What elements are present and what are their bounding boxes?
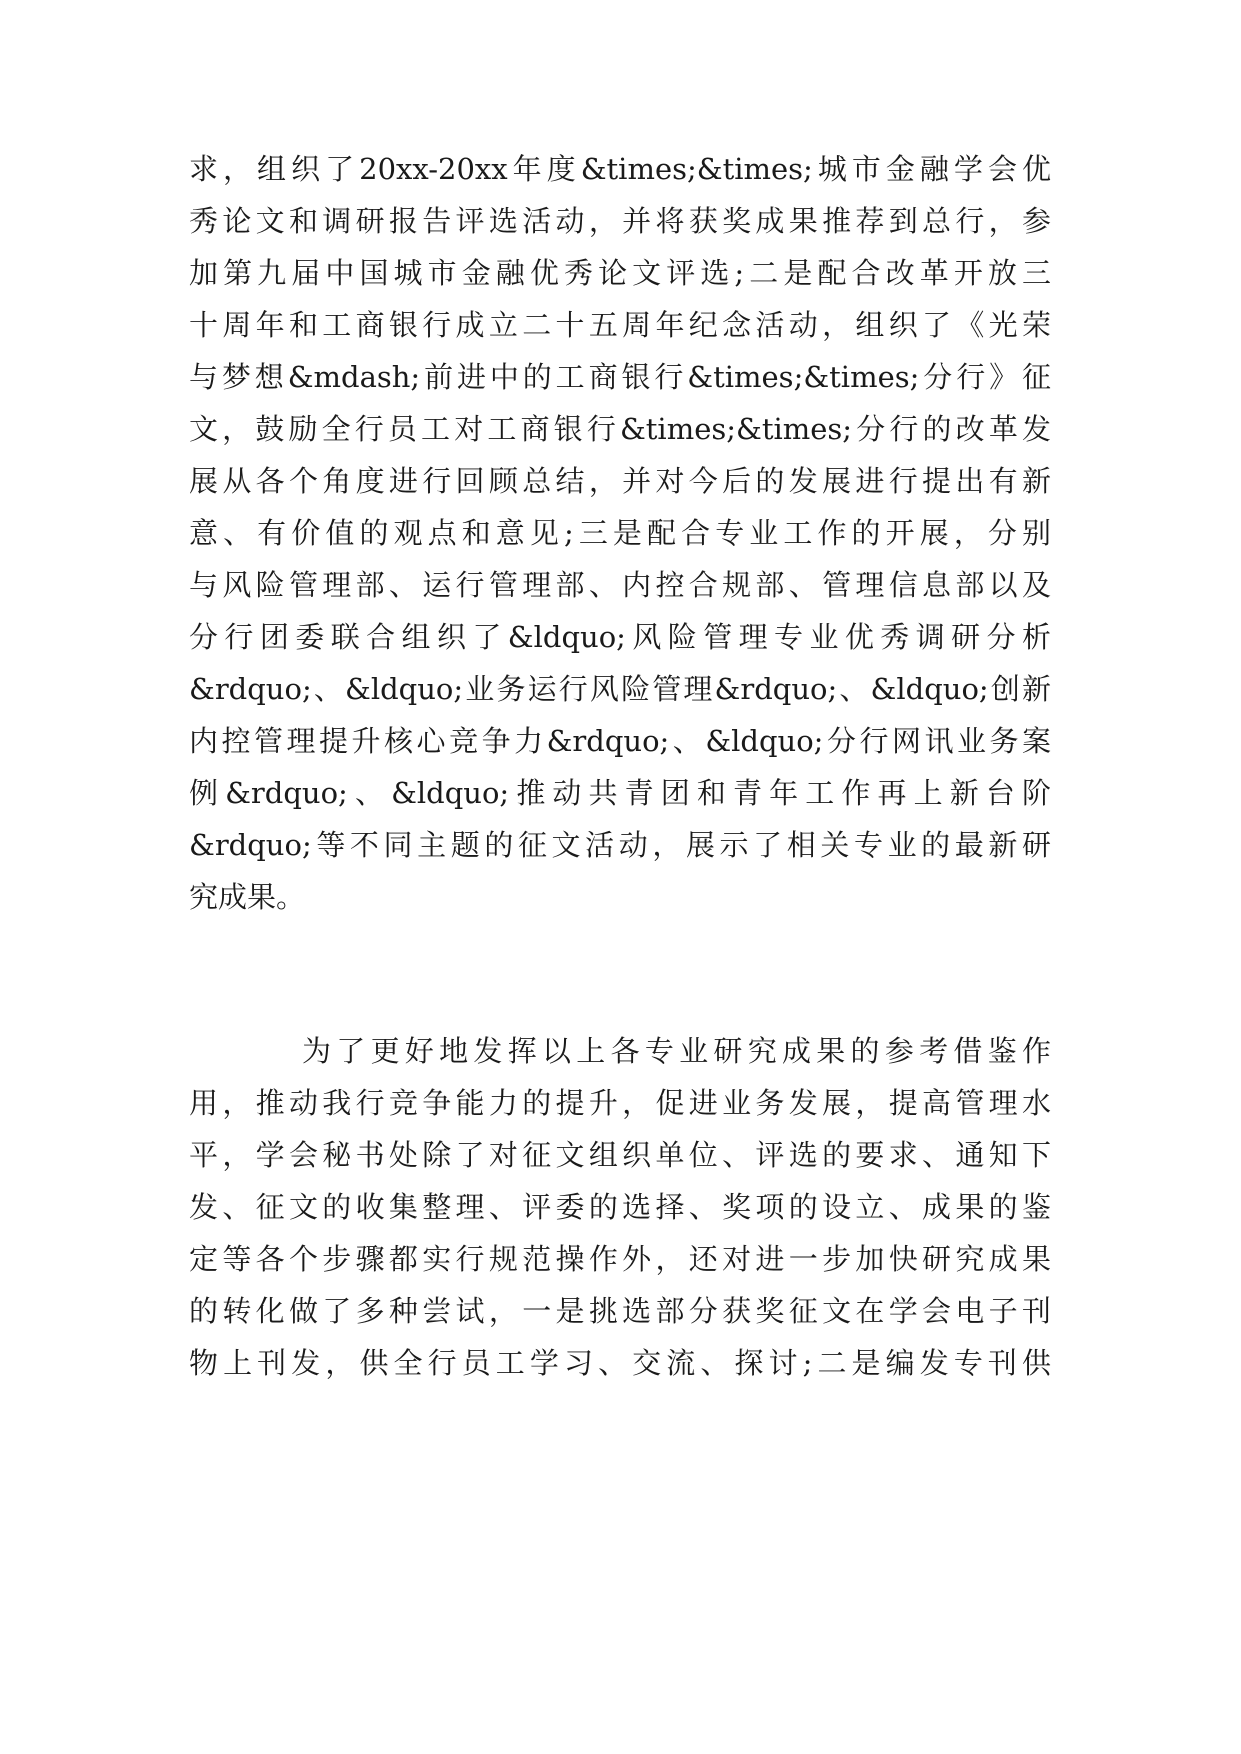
text-line: 用，推动我行竞争能力的提升，促进业务发展，提高管理水 (189, 1086, 1051, 1120)
text-line: 与梦想&mdash;前进中的工商银行&times;&times;分行》征 (189, 360, 1051, 394)
text-line: 究成果。 (189, 880, 306, 914)
text-line: 分行团委联合组织了&ldquo;风险管理专业优秀调研分析 (189, 620, 1051, 654)
text-line: &rdquo;、&ldquo;业务运行风险管理&rdquo;、&ldquo;创新 (189, 672, 1051, 706)
text-line: 定等各个步骤都实行规范操作外，还对进一步加快研究成果 (189, 1242, 1051, 1276)
text-line: 加第九届中国城市金融优秀论文评选;二是配合改革开放三 (189, 256, 1051, 290)
text-line: 内控管理提升核心竞争力&rdquo;、&ldquo;分行网讯业务案 (189, 724, 1051, 758)
text-line: 意、有价值的观点和意见;三是配合专业工作的开展，分别 (189, 516, 1051, 550)
text-line: 文，鼓励全行员工对工商银行&times;&times;分行的改革发 (189, 412, 1051, 446)
text-line: 十周年和工商银行成立二十五周年纪念活动，组织了《光荣 (189, 308, 1051, 342)
text-line: 为了更好地发挥以上各专业研究成果的参考借鉴作 (302, 1034, 1051, 1068)
text-line: 物上刊发，供全行员工学习、交流、探讨;二是编发专刊供 (189, 1346, 1051, 1380)
text-line: 与风险管理部、运行管理部、内控合规部、管理信息部以及 (189, 568, 1051, 602)
text-line: 的转化做了多种尝试，一是挑选部分获奖征文在学会电子刊 (189, 1294, 1051, 1328)
text-line: 发、征文的收集整理、评委的选择、奖项的设立、成果的鉴 (189, 1190, 1051, 1224)
text-line: &rdquo;等不同主题的征文活动，展示了相关专业的最新研 (189, 828, 1051, 862)
text-line: 秀论文和调研报告评选活动，并将获奖成果推荐到总行，参 (189, 204, 1051, 238)
text-line: 平，学会秘书处除了对征文组织单位、评选的要求、通知下 (189, 1138, 1051, 1172)
text-line: 展从各个角度进行回顾总结，并对今后的发展进行提出有新 (189, 464, 1051, 498)
text-line: 求，组织了20xx-20xx年度&times;&times;城市金融学会优 (189, 152, 1051, 186)
text-line: 例&rdquo;、&ldquo;推动共青团和青年工作再上新台阶 (189, 776, 1051, 810)
